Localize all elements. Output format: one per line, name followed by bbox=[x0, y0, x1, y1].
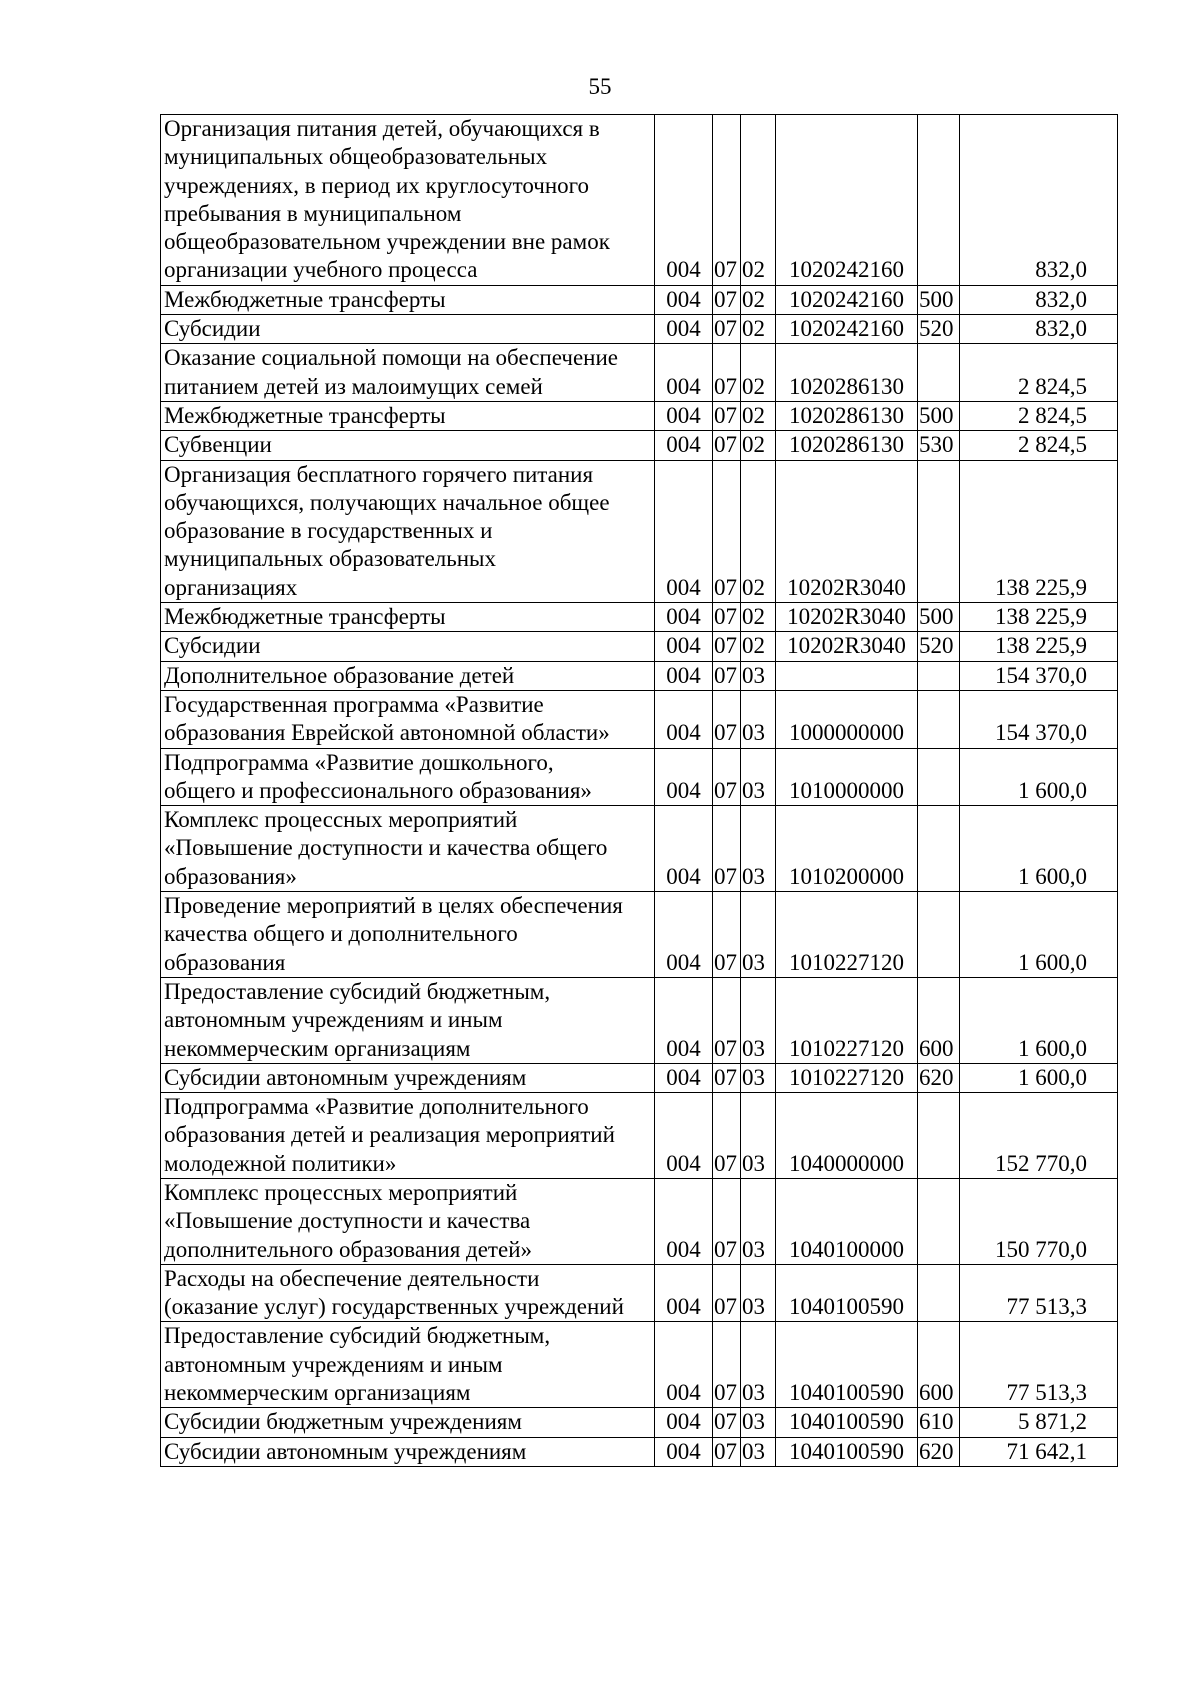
cell-subsection-code: 02 bbox=[741, 603, 776, 632]
cell-subsection-code: 03 bbox=[741, 1063, 776, 1092]
cell-department-code: 004 bbox=[655, 1264, 713, 1322]
cell-amount: 2 824,5 bbox=[960, 344, 1118, 402]
item-name-line: (оказание услуг) государственных учреждений bbox=[164, 1294, 624, 1320]
item-name-line: Комплекс процессных мероприятий bbox=[164, 1179, 518, 1205]
cell-expense-type-code: 500 bbox=[918, 603, 960, 632]
table-row bbox=[161, 431, 1118, 460]
cell-section-code: 07 bbox=[713, 344, 741, 402]
cell-item-name bbox=[161, 806, 655, 892]
cell-section-code: 07 bbox=[713, 431, 741, 460]
cell-department-code: 004 bbox=[655, 431, 713, 460]
cell-section-code: 07 bbox=[713, 460, 741, 602]
cell-expense-type-code: 620 bbox=[918, 1063, 960, 1092]
cell-section-code: 07 bbox=[713, 748, 741, 806]
cell-department-code: 004 bbox=[655, 1063, 713, 1092]
budget-table-body bbox=[161, 115, 1118, 1467]
cell-item-name bbox=[161, 977, 655, 1063]
item-name-line: учреждениях, в период их круглосуточного bbox=[164, 172, 590, 198]
cell-section-code: 07 bbox=[713, 1408, 741, 1437]
table-row bbox=[161, 285, 1118, 314]
budget-table bbox=[160, 114, 1118, 1467]
cell-item-name bbox=[161, 1178, 655, 1264]
cell-target-article-code: 1020286130 bbox=[776, 401, 918, 430]
cell-item-name bbox=[161, 1264, 655, 1322]
item-name-line: образования Еврейской автономной области» bbox=[164, 720, 610, 746]
cell-amount: 152 770,0 bbox=[960, 1093, 1118, 1179]
cell-amount: 77 513,3 bbox=[960, 1322, 1118, 1408]
item-name-line: Подпрограмма «Развитие дополнительного bbox=[164, 1094, 589, 1120]
item-name-line: Дополнительное образование детей bbox=[164, 662, 515, 688]
cell-amount: 138 225,9 bbox=[960, 460, 1118, 602]
cell-target-article-code: 1020286130 bbox=[776, 344, 918, 402]
cell-expense-type-code: 500 bbox=[918, 401, 960, 430]
cell-expense-type-code: 500 bbox=[918, 285, 960, 314]
cell-department-code: 004 bbox=[655, 632, 713, 661]
cell-department-code: 004 bbox=[655, 1408, 713, 1437]
cell-amount: 2 824,5 bbox=[960, 431, 1118, 460]
item-name-line: общего и профессионального образования» bbox=[164, 777, 592, 803]
item-name-line: образования bbox=[164, 949, 286, 975]
table-row bbox=[161, 344, 1118, 402]
cell-subsection-code: 03 bbox=[741, 1264, 776, 1322]
table-row bbox=[161, 1063, 1118, 1092]
cell-subsection-code: 03 bbox=[741, 1408, 776, 1437]
item-name-line: Государственная программа «Развитие bbox=[164, 691, 544, 717]
cell-section-code: 07 bbox=[713, 661, 741, 690]
cell-amount: 832,0 bbox=[960, 315, 1118, 344]
item-name-line: муниципальных образовательных bbox=[164, 546, 497, 572]
cell-department-code: 004 bbox=[655, 661, 713, 690]
cell-department-code: 004 bbox=[655, 1437, 713, 1466]
cell-subsection-code: 03 bbox=[741, 806, 776, 892]
cell-section-code: 07 bbox=[713, 401, 741, 430]
cell-target-article-code: 10202R3040 bbox=[776, 632, 918, 661]
item-name-line: Предоставление субсидий бюджетным, bbox=[164, 1323, 551, 1349]
cell-amount: 154 370,0 bbox=[960, 690, 1118, 748]
item-name-line: Оказание социальной помощи на обеспечение bbox=[164, 345, 618, 371]
cell-section-code: 07 bbox=[713, 1322, 741, 1408]
cell-department-code: 004 bbox=[655, 115, 713, 286]
cell-section-code: 07 bbox=[713, 892, 741, 978]
cell-expense-type-code bbox=[918, 661, 960, 690]
cell-section-code: 07 bbox=[713, 1093, 741, 1179]
cell-expense-type-code: 530 bbox=[918, 431, 960, 460]
item-name-line: Организация питания детей, обучающихся в bbox=[164, 116, 600, 141]
table-row bbox=[161, 892, 1118, 978]
cell-subsection-code: 03 bbox=[741, 690, 776, 748]
item-name-line: Субвенции bbox=[164, 432, 272, 458]
cell-section-code: 07 bbox=[713, 1063, 741, 1092]
cell-target-article-code: 1040100590 bbox=[776, 1264, 918, 1322]
page-number: 55 bbox=[588, 74, 612, 99]
table-row bbox=[161, 1178, 1118, 1264]
cell-department-code: 004 bbox=[655, 977, 713, 1063]
table-row bbox=[161, 1408, 1118, 1437]
cell-target-article-code: 1040100590 bbox=[776, 1437, 918, 1466]
cell-amount: 1 600,0 bbox=[960, 977, 1118, 1063]
cell-amount: 138 225,9 bbox=[960, 632, 1118, 661]
cell-department-code: 004 bbox=[655, 401, 713, 430]
cell-expense-type-code bbox=[918, 1093, 960, 1179]
cell-department-code: 004 bbox=[655, 690, 713, 748]
cell-subsection-code: 02 bbox=[741, 285, 776, 314]
item-name-line: автономным учреждениям и иным bbox=[164, 1351, 503, 1377]
cell-expense-type-code bbox=[918, 892, 960, 978]
item-name-line: некоммерческим организациям bbox=[164, 1035, 471, 1061]
item-name-line: молодежной политики» bbox=[164, 1150, 397, 1176]
item-name-line: «Повышение доступности и качества bbox=[164, 1208, 531, 1234]
item-name-line: Проведение мероприятий в целях обеспечения bbox=[164, 893, 623, 919]
item-name-line: образования детей и реализация мероприятий bbox=[164, 1122, 615, 1148]
cell-section-code: 07 bbox=[713, 1437, 741, 1466]
cell-target-article-code bbox=[776, 661, 918, 690]
cell-expense-type-code: 600 bbox=[918, 977, 960, 1063]
cell-expense-type-code: 600 bbox=[918, 1322, 960, 1408]
cell-expense-type-code bbox=[918, 690, 960, 748]
cell-amount: 832,0 bbox=[960, 115, 1118, 286]
table-row bbox=[161, 632, 1118, 661]
cell-target-article-code: 1020242160 bbox=[776, 285, 918, 314]
cell-amount: 1 600,0 bbox=[960, 748, 1118, 806]
cell-amount: 1 600,0 bbox=[960, 1063, 1118, 1092]
cell-item-name bbox=[161, 892, 655, 978]
cell-subsection-code: 02 bbox=[741, 401, 776, 430]
cell-expense-type-code: 520 bbox=[918, 315, 960, 344]
cell-department-code: 004 bbox=[655, 892, 713, 978]
cell-expense-type-code bbox=[918, 115, 960, 286]
cell-target-article-code: 1020242160 bbox=[776, 115, 918, 286]
cell-item-name bbox=[161, 748, 655, 806]
cell-target-article-code: 1020242160 bbox=[776, 315, 918, 344]
cell-expense-type-code bbox=[918, 806, 960, 892]
item-name-line: Расходы на обеспечение деятельности bbox=[164, 1265, 540, 1291]
cell-target-article-code: 10202R3040 bbox=[776, 603, 918, 632]
cell-amount: 2 824,5 bbox=[960, 401, 1118, 430]
cell-subsection-code: 03 bbox=[741, 1322, 776, 1408]
cell-target-article-code: 1040100000 bbox=[776, 1178, 918, 1264]
table-row bbox=[161, 460, 1118, 602]
item-name-line: Предоставление субсидий бюджетным, bbox=[164, 978, 551, 1004]
cell-subsection-code: 02 bbox=[741, 344, 776, 402]
item-name-line: общеобразовательном учреждении вне рамок bbox=[164, 229, 610, 255]
table-row bbox=[161, 401, 1118, 430]
cell-item-name bbox=[161, 1437, 655, 1466]
cell-department-code: 004 bbox=[655, 1178, 713, 1264]
item-name-line: Субсидии bbox=[164, 316, 261, 342]
item-name-line: Субсидии бюджетным учреждениям bbox=[164, 1409, 522, 1435]
cell-subsection-code: 02 bbox=[741, 632, 776, 661]
table-row bbox=[161, 115, 1118, 286]
cell-section-code: 07 bbox=[713, 285, 741, 314]
cell-target-article-code: 1010000000 bbox=[776, 748, 918, 806]
cell-section-code: 07 bbox=[713, 806, 741, 892]
cell-amount: 154 370,0 bbox=[960, 661, 1118, 690]
cell-expense-type-code: 520 bbox=[918, 632, 960, 661]
item-name-line: Субсидии автономным учреждениям bbox=[164, 1064, 527, 1090]
table-row bbox=[161, 1093, 1118, 1179]
item-name-line: «Повышение доступности и качества общего bbox=[164, 835, 608, 861]
table-row bbox=[161, 690, 1118, 748]
cell-department-code: 004 bbox=[655, 806, 713, 892]
item-name-line: автономным учреждениям и иным bbox=[164, 1007, 503, 1033]
cell-amount: 1 600,0 bbox=[960, 892, 1118, 978]
cell-item-name bbox=[161, 632, 655, 661]
cell-target-article-code: 1010227120 bbox=[776, 892, 918, 978]
cell-item-name bbox=[161, 315, 655, 344]
cell-department-code: 004 bbox=[655, 748, 713, 806]
table-row bbox=[161, 977, 1118, 1063]
cell-item-name bbox=[161, 285, 655, 314]
cell-amount: 150 770,0 bbox=[960, 1178, 1118, 1264]
cell-subsection-code: 02 bbox=[741, 115, 776, 286]
cell-expense-type-code: 610 bbox=[918, 1408, 960, 1437]
item-name-line: Комплекс процессных мероприятий bbox=[164, 807, 518, 833]
item-name-line: обучающихся, получающих начальное общее bbox=[164, 489, 610, 515]
cell-amount: 1 600,0 bbox=[960, 806, 1118, 892]
cell-department-code: 004 bbox=[655, 460, 713, 602]
cell-section-code: 07 bbox=[713, 1178, 741, 1264]
cell-amount: 77 513,3 bbox=[960, 1264, 1118, 1322]
cell-subsection-code: 03 bbox=[741, 661, 776, 690]
item-name-line: пребывания в муниципальном bbox=[164, 200, 462, 226]
cell-subsection-code: 03 bbox=[741, 1437, 776, 1466]
cell-expense-type-code bbox=[918, 344, 960, 402]
cell-item-name bbox=[161, 603, 655, 632]
table-row bbox=[161, 1322, 1118, 1408]
cell-target-article-code: 1010200000 bbox=[776, 806, 918, 892]
cell-item-name bbox=[161, 1063, 655, 1092]
item-name-line: Организация бесплатного горячего питания bbox=[164, 461, 594, 487]
table-row bbox=[161, 1264, 1118, 1322]
item-name-line: качества общего и дополнительного bbox=[164, 921, 518, 947]
cell-item-name bbox=[161, 690, 655, 748]
cell-target-article-code: 1010227120 bbox=[776, 1063, 918, 1092]
cell-amount: 71 642,1 bbox=[960, 1437, 1118, 1466]
cell-item-name bbox=[161, 460, 655, 602]
cell-target-article-code: 1040100590 bbox=[776, 1322, 918, 1408]
cell-subsection-code: 02 bbox=[741, 315, 776, 344]
item-name-line: муниципальных общеобразовательных bbox=[164, 144, 548, 170]
cell-item-name bbox=[161, 1093, 655, 1179]
cell-subsection-code: 03 bbox=[741, 1093, 776, 1179]
cell-target-article-code: 1040100590 bbox=[776, 1408, 918, 1437]
item-name-line: Подпрограмма «Развитие дошкольного, bbox=[164, 749, 554, 775]
cell-item-name bbox=[161, 344, 655, 402]
item-name-line: организации учебного процесса bbox=[164, 257, 478, 283]
cell-subsection-code: 02 bbox=[741, 431, 776, 460]
cell-item-name bbox=[161, 661, 655, 690]
item-name-line: образования» bbox=[164, 863, 297, 889]
cell-item-name bbox=[161, 1408, 655, 1437]
item-name-line: Субсидии bbox=[164, 633, 261, 659]
cell-target-article-code: 1000000000 bbox=[776, 690, 918, 748]
table-row bbox=[161, 806, 1118, 892]
cell-item-name bbox=[161, 401, 655, 430]
cell-section-code: 07 bbox=[713, 603, 741, 632]
cell-target-article-code: 10202R3040 bbox=[776, 460, 918, 602]
cell-section-code: 07 bbox=[713, 632, 741, 661]
cell-amount: 138 225,9 bbox=[960, 603, 1118, 632]
item-name-line: Межбюджетные трансферты bbox=[164, 604, 446, 630]
cell-amount: 5 871,2 bbox=[960, 1408, 1118, 1437]
cell-expense-type-code bbox=[918, 460, 960, 602]
cell-department-code: 004 bbox=[655, 603, 713, 632]
cell-target-article-code: 1020286130 bbox=[776, 431, 918, 460]
table-row bbox=[161, 603, 1118, 632]
item-name-line: организациях bbox=[164, 574, 298, 600]
cell-department-code: 004 bbox=[655, 1093, 713, 1179]
cell-item-name bbox=[161, 115, 655, 286]
cell-subsection-code: 02 bbox=[741, 460, 776, 602]
item-name-line: питанием детей из малоимущих семей bbox=[164, 373, 543, 399]
cell-target-article-code: 1040000000 bbox=[776, 1093, 918, 1179]
table-row bbox=[161, 1437, 1118, 1466]
cell-department-code: 004 bbox=[655, 315, 713, 344]
cell-department-code: 004 bbox=[655, 344, 713, 402]
cell-item-name bbox=[161, 1322, 655, 1408]
item-name-line: Межбюджетные трансферты bbox=[164, 286, 446, 312]
cell-target-article-code: 1010227120 bbox=[776, 977, 918, 1063]
cell-subsection-code: 03 bbox=[741, 748, 776, 806]
table-row bbox=[161, 315, 1118, 344]
cell-department-code: 004 bbox=[655, 1322, 713, 1408]
item-name-line: Субсидии автономным учреждениям bbox=[164, 1438, 527, 1464]
cell-section-code: 07 bbox=[713, 115, 741, 286]
cell-expense-type-code: 620 bbox=[918, 1437, 960, 1466]
item-name-line: некоммерческим организациям bbox=[164, 1380, 471, 1406]
cell-section-code: 07 bbox=[713, 1264, 741, 1322]
cell-subsection-code: 03 bbox=[741, 892, 776, 978]
cell-expense-type-code bbox=[918, 748, 960, 806]
table-row bbox=[161, 748, 1118, 806]
cell-item-name bbox=[161, 431, 655, 460]
cell-amount: 832,0 bbox=[960, 285, 1118, 314]
cell-expense-type-code bbox=[918, 1264, 960, 1322]
cell-expense-type-code bbox=[918, 1178, 960, 1264]
cell-subsection-code: 03 bbox=[741, 1178, 776, 1264]
cell-section-code: 07 bbox=[713, 977, 741, 1063]
cell-department-code: 004 bbox=[655, 285, 713, 314]
cell-section-code: 07 bbox=[713, 315, 741, 344]
table-row bbox=[161, 661, 1118, 690]
item-name-line: образование в государственных и bbox=[164, 518, 493, 544]
item-name-line: Межбюджетные трансферты bbox=[164, 402, 446, 428]
cell-section-code: 07 bbox=[713, 690, 741, 748]
cell-subsection-code: 03 bbox=[741, 977, 776, 1063]
item-name-line: дополнительного образования детей» bbox=[164, 1236, 532, 1262]
